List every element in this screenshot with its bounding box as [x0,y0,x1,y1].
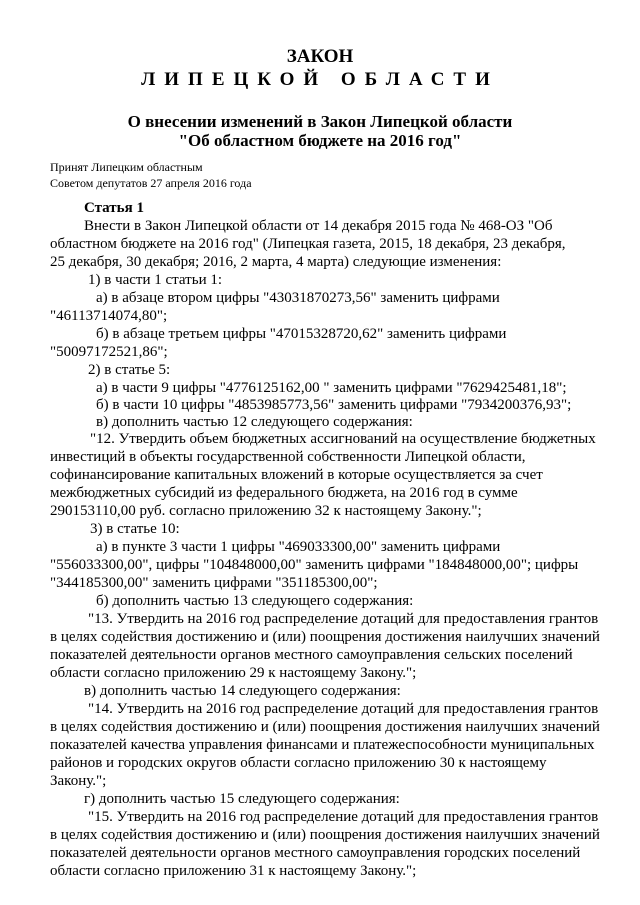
article-line: в целях содействия достижению и (или) поощрения достижения наилучших значений [50,719,600,735]
article-line: 290153110,00 руб. согласно приложению 32 к настоящему Закону."; [50,503,482,519]
article-line: в) дополнить частью 14 следующего содержания: [84,683,401,699]
article-line: районов и городских округов области согласно приложению 30 к настоящему [50,755,547,771]
article-line: а) в пункте 3 части 1 цифры "469033300,00" заменить цифрами [96,539,501,555]
article-line: межбюджетных субсидий из федерального бюджета, на 2016 год в сумме [50,485,518,501]
article-line: "46113714074,80"; [50,308,168,324]
article-line: областном бюджете на 2016 год" (Липецкая газета, 2015, 18 декабря, 23 декабря, [50,236,566,252]
article-line: б) в абзаце третьем цифры "47015328720,62" заменить цифрами [96,326,507,342]
article-line: софинансирование капитальных вложений в которые осуществляется за счет [50,467,543,483]
article-line: Закону."; [50,773,107,789]
article-line: инвестиций в объекты государственной собственности Липецкой области, [50,449,526,465]
region-title: ЛИПЕЦКОЙ ОБЛАСТИ [141,69,499,90]
article-line: в) дополнить частью 12 следующего содержания: [96,414,413,430]
law-title: ЗАКОН [286,46,354,67]
adoption-line-1: Принят Липецким областным [50,160,203,174]
article-line: показателей деятельности органов местного самоуправления городских поселений [50,845,581,861]
article-line: "15. Утвердить на 2016 год распределение дотаций для предоставления грантов [88,809,599,825]
article-line: "13. Утвердить на 2016 год распределение дотаций для предоставления грантов [88,611,599,627]
subtitle-line-2: "Об областном бюджете на 2016 год" [178,131,462,150]
article-line: б) дополнить частью 13 следующего содержания: [96,593,414,609]
article-heading: Статья 1 [84,200,144,216]
article-line: г) дополнить частью 15 следующего содержания: [84,791,400,807]
subtitle-line-1: О внесении изменений в Закон Липецкой области [127,112,513,131]
article-line: в целях содействия достижению и (или) поощрения достижения наилучших значений [50,629,600,645]
article-line: в целях содействия достижению и (или) поощрения достижения наилучших значений [50,827,600,843]
article-line: "344185300,00" заменить цифрами "351185300,00"; [50,575,378,591]
article-line: "556033300,00", цифры "104848000,00" заменить цифрами "184848000,00"; цифры [50,557,579,573]
article-line: показателей деятельности органов местного самоуправления сельских поселений [50,647,573,663]
article-line: 3) в статье 10: [90,521,180,537]
article-line: Внести в Закон Липецкой области от 14 декабря 2015 года № 468-ОЗ "Об [84,218,553,234]
article-line: а) в части 9 цифры "4776125162,00 " заменить цифрами "7629425481,18"; [96,380,567,396]
article-line: "12. Утвердить объем бюджетных ассигнований на осуществление бюджетных [90,431,596,447]
article-line: 25 декабря, 30 декабря; 2016, 2 марта, 4 марта) следующие изменения: [50,254,502,270]
article-line: 2) в статье 5: [88,362,171,378]
article-line: 1) в части 1 статьи 1: [88,272,223,288]
article-line: показателей качества управления финансами и платежеспособности муниципальных [50,737,595,753]
article-line: области согласно приложению 29 к настоящему Закону."; [50,665,417,681]
article-line: области согласно приложению 31 к настоящему Закону."; [50,863,417,879]
article-line: "14. Утвердить на 2016 год распределение дотаций для предоставления грантов [88,701,599,717]
adoption-line-2: Советом депутатов 27 апреля 2016 года [50,176,252,190]
article-line: "50097172521,86"; [50,344,168,360]
article-line: б) в части 10 цифры "4853985773,56" заменить цифрами "7934200376,93"; [96,397,572,413]
article-line: а) в абзаце втором цифры "43031870273,56" заменить цифрами [96,290,500,306]
